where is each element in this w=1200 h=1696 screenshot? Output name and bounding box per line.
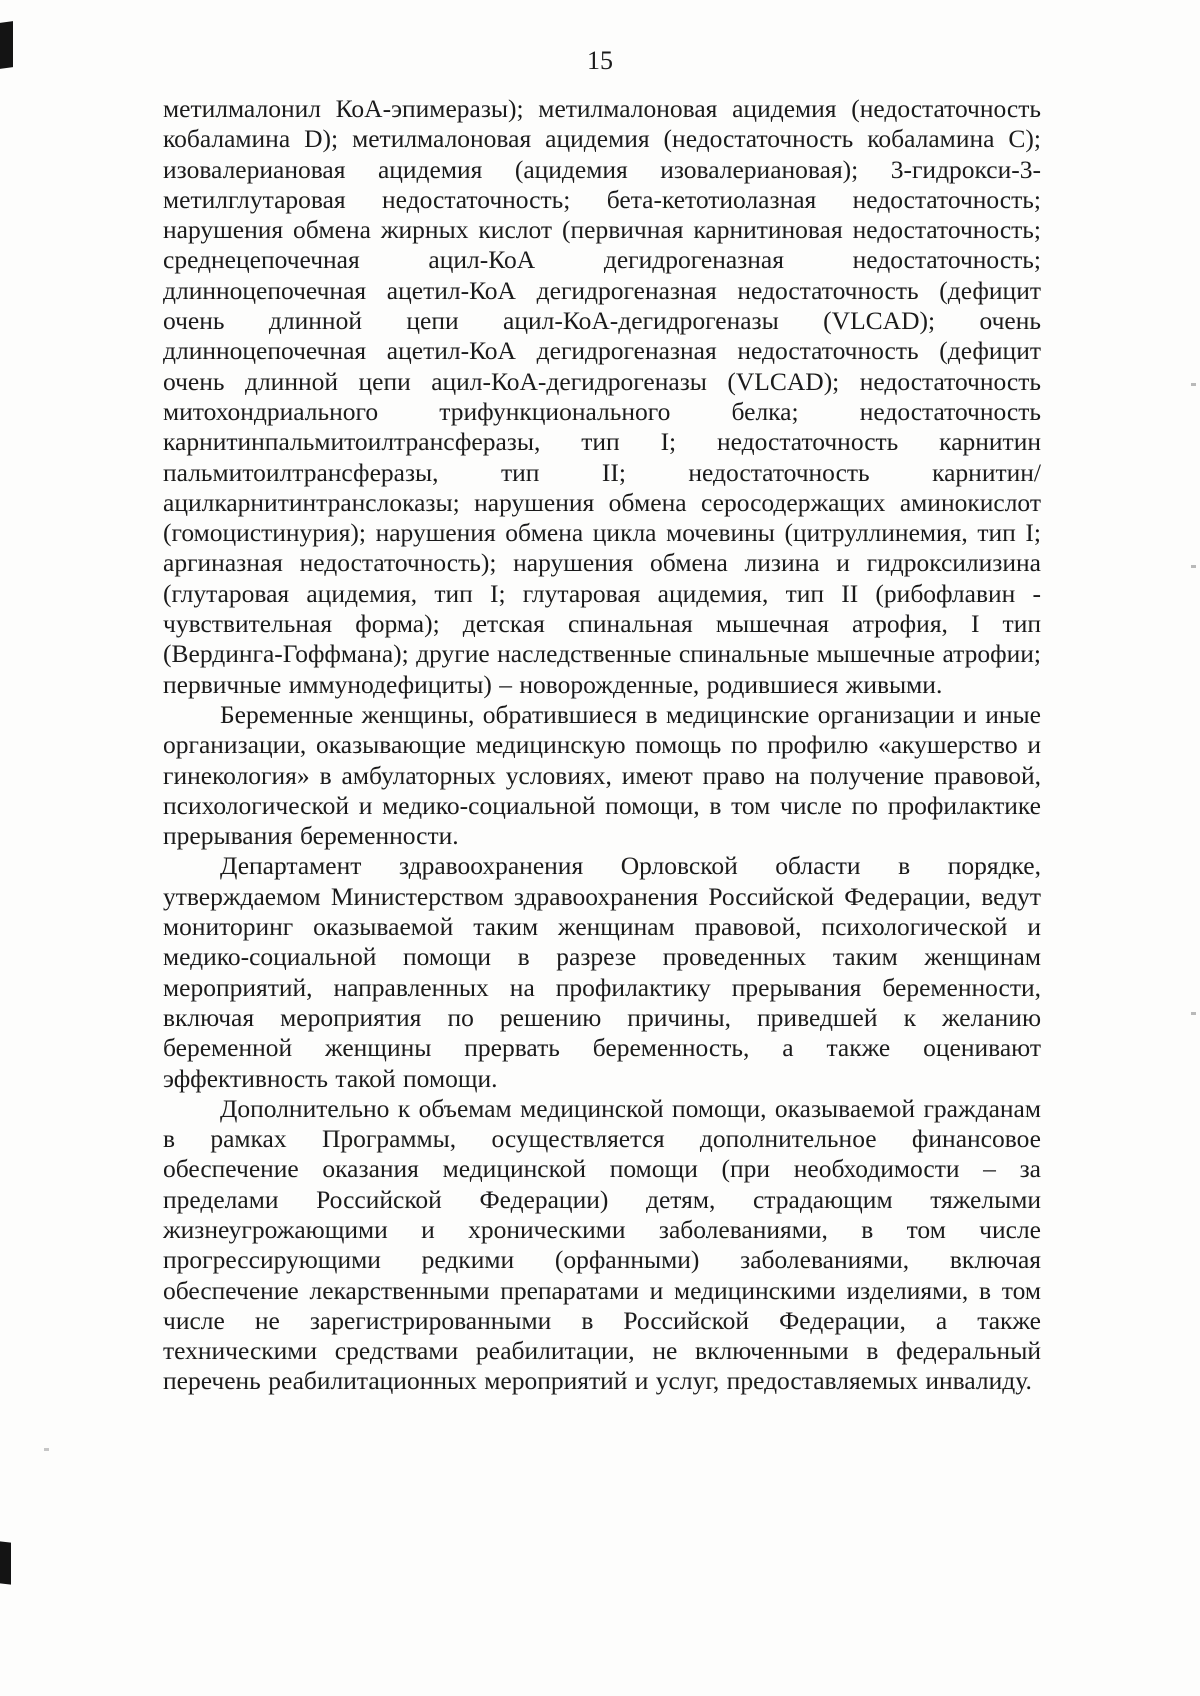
scan-artifact-top-left — [0, 21, 13, 69]
scan-artifact-bottom-left — [0, 1541, 11, 1584]
page-number: 15 — [587, 46, 613, 75]
scan-artifact-edge-mark — [1191, 1012, 1196, 1015]
paragraph-diseases-list: метилмалонил КоА-эпимеразы); метилмалоновая ацидемия (недостаточность кобаламина D); метилмалоновая ацидемия (недостаточность кобаламина C); изовалериановая ацидемия (ацидемия изовалериановая); 3-гидрокси-3-метилглутаровая недостаточность; бета-кетотиолазная недостаточность; нарушения обмена жирных кислот (первичная карнитиновая недостаточность; среднецепочечная ацил-КоА дегидрогеназная недостаточность; длинноцепочечная ацетил-КоА дегидрогеназная недостаточность (дефицит очень длинной цепи ацил-КоА-дегидрогеназы (VLCAD); очень длинноцепочечная ацетил-КоА дегидрогеназная недостаточность (дефицит очень длинной цепи ацил-КоА-дегидрогеназы (VLCAD); недостаточность митохондриального трифункционального белка; недостаточность карнитинпальмитоилтрансферазы, тип I; недостаточность карнитин пальмитоилтрансферазы, тип II; недостаточность карнитин/ацилкарнитинтранслоказы; нарушения обмена серосодержащих аминокислот (гомоцистинурия); нарушения обмена цикла мочевины (цитруллинемия, тип I; аргиназная недостаточность); нарушения обмена лизина и гидроксилизина (глутаровая ацидемия, тип I; глутаровая ацидемия, тип II (рибофлавин - чувствительная форма); детская спинальная мышечная атрофия, I тип (Вердинга-Гоффмана); другие наследственные спинальные мышечные атрофии; первичные иммунодефициты) – новорожденные, родившиеся живыми. — [163, 94, 1041, 699]
paragraph-pregnant-women: Беременные женщины, обратившиеся в медицинские организации и иные организации, оказывающие медицинскую помощь по профилю «акушерство и гинекология» в амбулаторных условиях, имеют право на получение правовой, психологической и медико-социальной помощи, в том числе по профилактике прерывания беременности. — [163, 699, 1041, 851]
scan-artifact-edge-mark — [1191, 565, 1196, 568]
document-body — [163, 94, 1041, 1397]
paragraph-additional-financing: Дополнительно к объемам медицинской помощи, оказываемой гражданам в рамках Программы, осуществляется дополнительное финансовое обеспечение оказания медицинской помощи (при необходимости – за пределами Российской Федерации) детям, страдающим тяжелыми жизнеугрожающими и хроническими заболеваниями, в том числе прогрессирующими редкими (орфанными) заболеваниями, включая обеспечение лекарственными препаратами и медицинскими изделиями, в том числе не зарегистрированными в Российской Федерации, а также техническими средствами реабилитации, не включенными в федеральный перечень реабилитационных мероприятий и услуг, предоставляемых инвалиду. — [163, 1093, 1041, 1396]
scan-artifact-edge-mark — [44, 1448, 49, 1451]
paragraph-health-department: Департамент здравоохранения Орловской области в порядке, утверждаемом Министерством здравоохранения Российской Федерации, ведут мониторинг оказываемой таким женщинам правовой, психологической и медико-социальной помощи в разрезе проведенных таким женщинам мероприятий, направленных на профилактику прерывания беременности, включая мероприятия по решению причины, приведшей к желанию беременной женщины прервать беременность, а также оценивают эффективность такой помощи. — [163, 851, 1041, 1093]
scan-artifact-edge-mark — [1191, 383, 1196, 386]
